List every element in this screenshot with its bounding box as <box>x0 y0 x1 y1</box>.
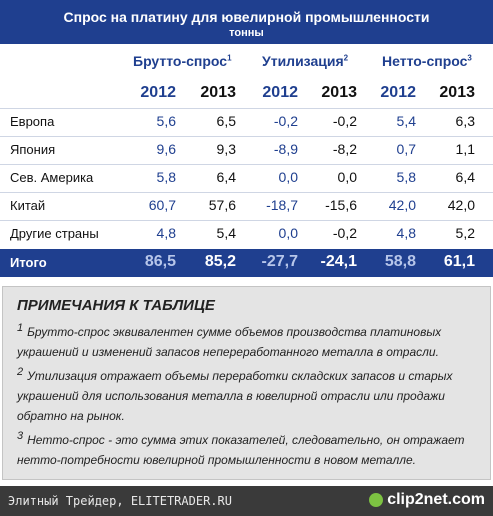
table-row <box>0 165 493 192</box>
note-number: 1 <box>17 322 24 334</box>
year-header: 2013 <box>321 84 357 101</box>
note-number: 3 <box>17 430 24 442</box>
row-label: Китай <box>10 198 46 213</box>
row-label: Сев. Америка <box>10 170 94 185</box>
table-title: Спрос на платину для ювелирной промышленности <box>63 9 430 25</box>
table-cell: 0,0 <box>278 225 298 241</box>
total-cell: 86,5 <box>144 253 176 270</box>
footer-watermark: Элитный Трейдер, ELITETRADER.RU <box>8 494 232 508</box>
table-cell: -18,7 <box>266 197 298 213</box>
table-cell: 1,1 <box>455 141 475 157</box>
table-cell: -8,9 <box>273 141 298 157</box>
year-header: 2013 <box>439 84 475 101</box>
table-cell: -0,2 <box>332 225 357 241</box>
total-cell: 58,8 <box>384 253 416 270</box>
table-cell: 0,0 <box>337 169 357 185</box>
clip2net-icon <box>369 493 383 507</box>
table-cell: 6,5 <box>216 113 236 129</box>
table-cell: -0,2 <box>332 113 357 129</box>
table-cell: 5,6 <box>156 113 176 129</box>
table-cell: 60,7 <box>148 197 176 213</box>
table-cell: 5,8 <box>156 169 176 185</box>
table-header <box>0 0 493 44</box>
group-gross-demand: Брутто-спрос$^1$ <box>133 53 232 69</box>
table-cell: 4,8 <box>396 225 416 241</box>
clip2net-logo[interactable] <box>369 491 485 509</box>
table-cell: 5,8 <box>396 169 416 185</box>
note-item <box>17 362 480 426</box>
note-text: Утилизация отражает объемы переработки складских запасов и старых украшений для использования металла в ювелирной отрасли или продажи обратно на рынок. <box>17 369 453 423</box>
table-row <box>0 221 493 248</box>
table-cell: 9,6 <box>156 141 176 157</box>
note-item <box>17 318 480 362</box>
notes-title: ПРИМЕЧАНИЯ К ТАБЛИЦЕ <box>17 297 215 314</box>
table-cell: 6,3 <box>455 113 475 129</box>
table-cell: 5,2 <box>455 225 475 241</box>
year-header: 2012 <box>262 84 298 101</box>
year-header: 2012 <box>380 84 416 101</box>
total-cell: -27,7 <box>261 253 298 270</box>
row-label: Европа <box>10 114 55 129</box>
table-cell: 5,4 <box>396 113 416 129</box>
total-cell: 85,2 <box>204 253 236 270</box>
clip2net-label: clip2net.com <box>387 491 485 508</box>
row-label: Другие страны <box>10 226 99 241</box>
table-notes <box>2 286 491 480</box>
table-cell: 0,7 <box>396 141 416 157</box>
year-header: 2012 <box>140 84 176 101</box>
total-row <box>0 249 493 277</box>
table-cell: 0,0 <box>278 169 298 185</box>
table-cell: -0,2 <box>273 113 298 129</box>
table-cell: 5,4 <box>216 225 236 241</box>
table-cell: 6,4 <box>455 169 475 185</box>
total-label: Итого <box>10 255 47 270</box>
table-cell: 9,3 <box>216 141 236 157</box>
group-recycling: Утилизация$^2$ <box>262 53 349 69</box>
table-cell: -8,2 <box>332 141 357 157</box>
group-net-demand: Нетто-спрос$^3$ <box>382 53 472 69</box>
note-text: Нетто-спрос - это сумма этих показателей, следовательно, он отражает нетто-потребности ювелирной промышленности в новом металле. <box>17 433 465 467</box>
footer-bar <box>0 486 493 516</box>
table-row <box>0 137 493 164</box>
note-item <box>17 426 480 470</box>
table-cell: 4,8 <box>156 225 176 241</box>
table-cell: 42,0 <box>447 197 475 213</box>
table-cell: 6,4 <box>216 169 236 185</box>
total-cell: 61,1 <box>443 253 475 270</box>
table-row <box>0 109 493 136</box>
table-units: тонны <box>229 27 264 39</box>
table-cell: -15,6 <box>325 197 357 213</box>
row-label: Япония <box>10 142 56 157</box>
table-cell: 57,6 <box>208 197 236 213</box>
note-number: 2 <box>17 366 24 378</box>
total-cell: -24,1 <box>320 253 357 270</box>
note-text: Брутто-спрос эквивалентен сумме объемов производства платиновых украшений и изменений запасов непереработанного металла в отрасли. <box>17 325 442 359</box>
table-row <box>0 193 493 220</box>
table-cell: 42,0 <box>388 197 416 213</box>
year-header: 2013 <box>200 84 236 101</box>
